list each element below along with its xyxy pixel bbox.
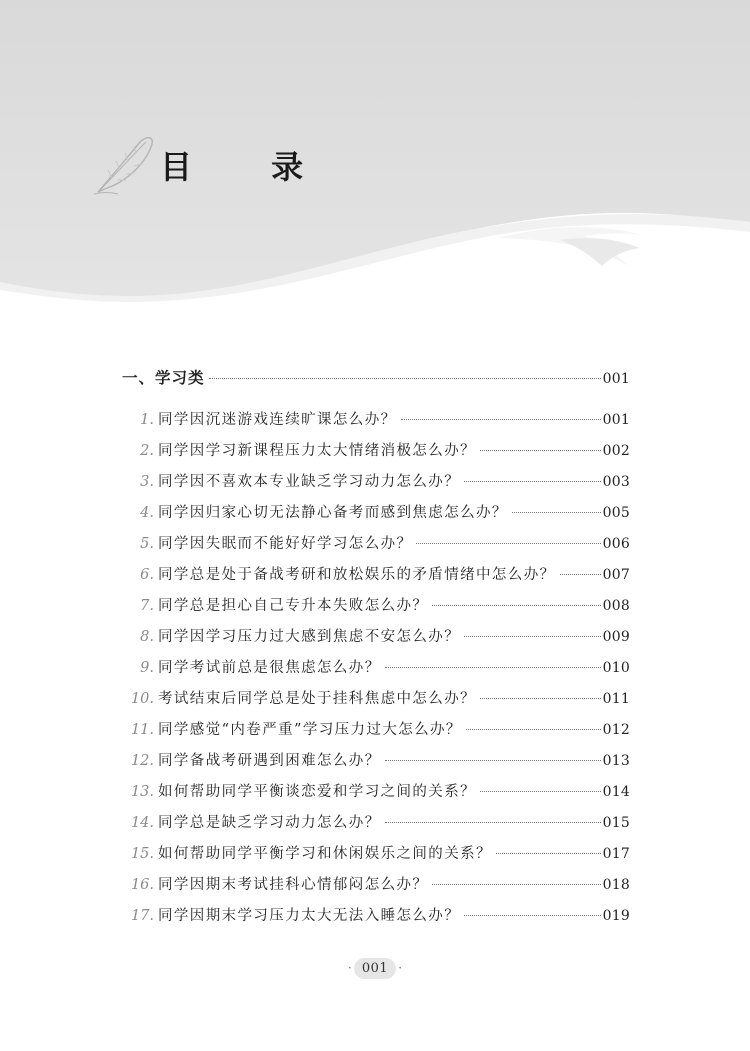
toc-item[interactable]: [122, 627, 630, 647]
toc-item[interactable]: [122, 565, 630, 585]
item-page-number: 005: [602, 505, 630, 521]
item-page-number: 001: [602, 412, 630, 428]
item-page-number: 019: [602, 908, 630, 924]
item-title: 同学因学习压力过大感到焦虑不安怎么办？: [158, 629, 461, 645]
item-number: 17.: [130, 908, 154, 924]
dot-leader: [385, 822, 601, 823]
item-number: 3.: [140, 474, 154, 490]
item-page-number: 018: [602, 877, 630, 893]
item-page-number: 017: [602, 846, 630, 862]
toc-item[interactable]: [122, 534, 630, 554]
item-number: 16.: [130, 877, 154, 893]
dot-leader: [385, 667, 601, 668]
toc-item[interactable]: [122, 751, 630, 771]
dot-leader: [432, 605, 600, 606]
dot-leader: [209, 378, 601, 379]
title-area: [92, 135, 337, 195]
dot-leader: [416, 543, 600, 544]
item-page-number: 003: [602, 474, 630, 490]
item-title: 同学感觉“内卷严重”学习压力过大怎么办？: [158, 722, 462, 738]
footer-page-number: 001: [354, 958, 396, 979]
dot-leader: [480, 698, 601, 699]
toc-item[interactable]: [122, 472, 630, 492]
item-page-number: 009: [602, 629, 630, 645]
item-page-number: 010: [602, 660, 630, 676]
dot-leader: [401, 419, 601, 420]
item-title: 同学考试前总是很焦虑怎么办？: [158, 660, 381, 676]
toc-section-row[interactable]: [122, 368, 630, 389]
dot-leader: [480, 450, 601, 451]
item-page-number: 013: [602, 753, 630, 769]
item-title: 同学总是处于备战考研和放松娱乐的矛盾情绪中怎么办？: [158, 567, 556, 583]
item-title: 如何帮助同学平衡学习和休闲娱乐之间的关系？: [158, 846, 492, 862]
dot-leader: [464, 481, 601, 482]
item-page-number: 015: [602, 815, 630, 831]
dot-leader: [464, 915, 601, 916]
item-number: 9.: [140, 660, 154, 676]
toc-item[interactable]: [122, 813, 630, 833]
item-number: 2.: [140, 443, 154, 459]
section-page-number: 001: [602, 371, 630, 387]
toc-item[interactable]: [122, 410, 630, 430]
item-page-number: 008: [602, 598, 630, 614]
item-number: 15.: [130, 846, 154, 862]
toc-item[interactable]: [122, 875, 630, 895]
item-number: 5.: [140, 536, 154, 552]
toc-item[interactable]: [122, 720, 630, 740]
toc-item[interactable]: [122, 782, 630, 802]
item-number: 6.: [140, 567, 154, 583]
toc-item[interactable]: [122, 844, 630, 864]
section-label: 一、学习类: [122, 368, 205, 387]
toc-item[interactable]: [122, 441, 630, 461]
item-page-number: 012: [602, 722, 630, 738]
item-number: 14.: [130, 815, 154, 831]
footer-dot-right: ·: [398, 961, 403, 976]
item-title: 如何帮助同学平衡谈恋爱和学习之间的关系？: [158, 784, 476, 800]
item-page-number: 014: [602, 784, 630, 800]
item-number: 10.: [130, 691, 154, 707]
item-number: 12.: [130, 753, 154, 769]
item-page-number: 011: [602, 691, 630, 707]
toc-item[interactable]: [122, 596, 630, 616]
item-page-number: 002: [602, 443, 630, 459]
footer-dot-left: ·: [347, 961, 352, 976]
item-page-number: 007: [602, 567, 630, 583]
dot-leader: [512, 512, 601, 513]
dot-leader: [496, 853, 601, 854]
item-title: 同学因期末考试挂科心情郁闷怎么办？: [158, 877, 429, 893]
item-title: 考试结束后同学总是处于挂科焦虑中怎么办？: [158, 691, 476, 707]
item-title: 同学因归家心切无法静心备考而感到焦虑怎么办？: [158, 505, 508, 521]
toc-item[interactable]: [122, 906, 630, 926]
dot-leader: [385, 760, 601, 761]
item-page-number: 006: [602, 536, 630, 552]
item-title: 同学总是担心自己专升本失败怎么办？: [158, 598, 429, 614]
item-number: 4.: [140, 505, 154, 521]
dot-leader: [480, 791, 601, 792]
feather-quill-icon: [92, 134, 158, 196]
item-title: 同学备战考研遇到困难怎么办？: [158, 753, 381, 769]
item-number: 7.: [140, 598, 154, 614]
dot-leader: [466, 729, 601, 730]
toc-item[interactable]: [122, 503, 630, 523]
item-title: 同学总是缺乏学习动力怎么办？: [158, 815, 381, 831]
item-title: 同学因期末学习压力太大无法入睡怎么办？: [158, 908, 461, 924]
item-title: 同学因不喜欢本专业缺乏学习动力怎么办？: [158, 474, 461, 490]
item-number: 8.: [140, 629, 154, 645]
page-footer: [0, 958, 750, 979]
item-number: 1.: [140, 412, 154, 428]
item-title: 同学因学习新课程压力太大情绪消极怎么办？: [158, 443, 476, 459]
toc-item[interactable]: [122, 658, 630, 678]
page-title: 目 录: [160, 148, 338, 186]
toc-item[interactable]: [122, 689, 630, 709]
item-title: 同学因沉迷游戏连续旷课怎么办？: [158, 412, 397, 428]
item-title: 同学因失眠而不能好好学习怎么办？: [158, 536, 413, 552]
item-number: 11.: [130, 722, 154, 738]
dot-leader: [464, 636, 601, 637]
dot-leader: [432, 884, 600, 885]
dot-leader: [560, 574, 601, 575]
item-number: 13.: [130, 784, 154, 800]
